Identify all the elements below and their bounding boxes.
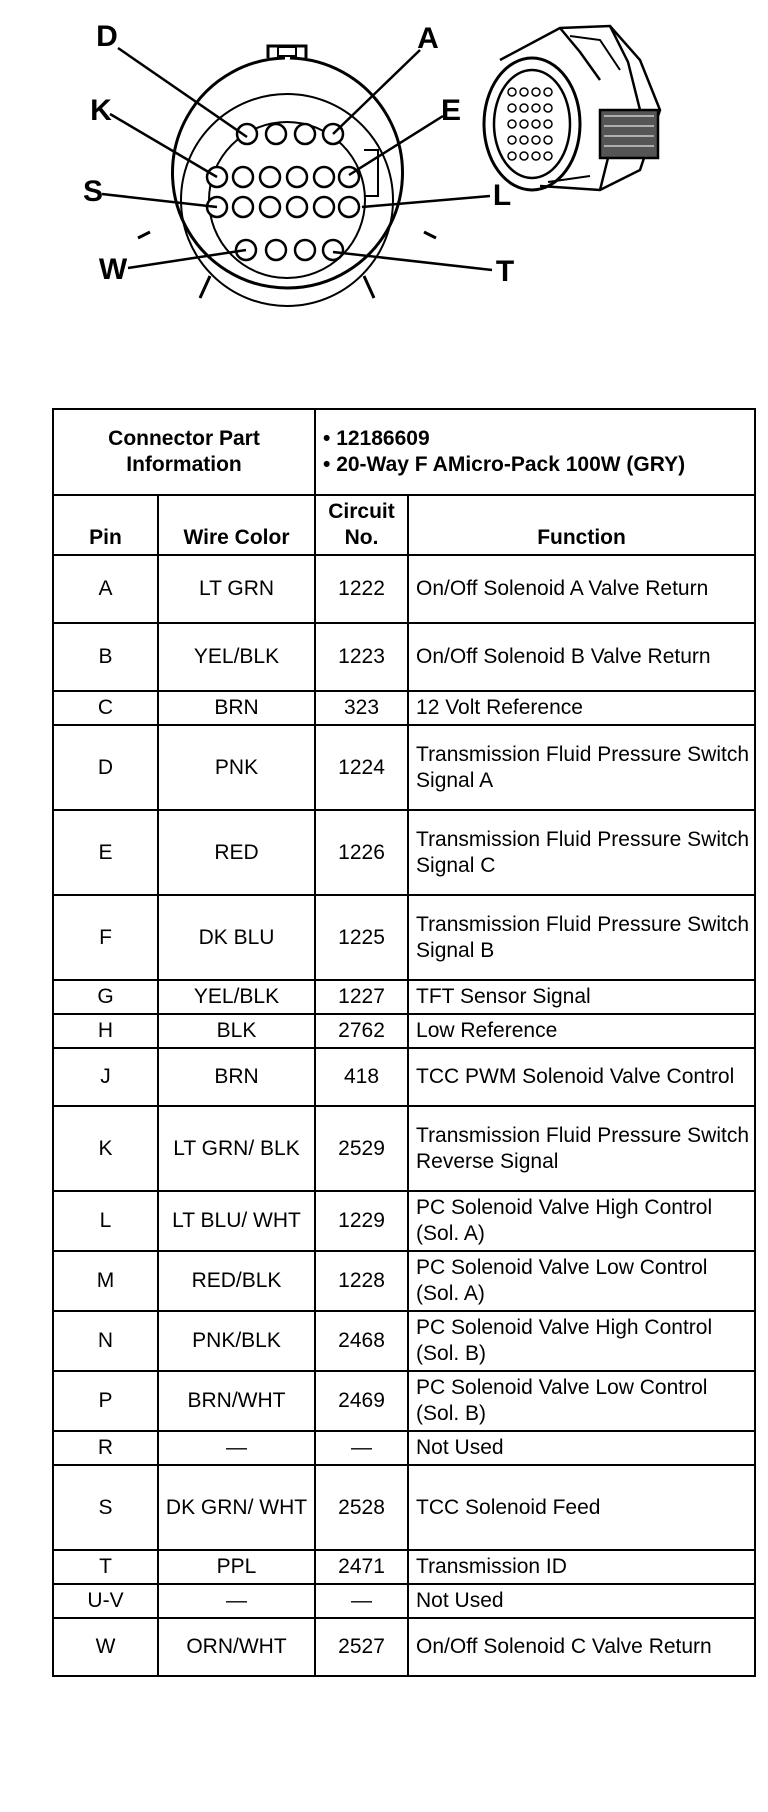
circuit-cell: 2468 — [315, 1311, 408, 1371]
pin-cell: G — [53, 980, 158, 1014]
pin-cell: U-V — [53, 1584, 158, 1618]
perspective-pin-cavity — [532, 152, 540, 160]
perspective-pin-cavity — [544, 104, 552, 112]
perspective-pin-cavity — [508, 104, 516, 112]
pin-cavity — [314, 167, 334, 187]
connector-description: • 20-Way F AMicro-Pack 100W (GRY) — [323, 452, 750, 478]
leader-a — [333, 50, 420, 134]
table-row — [53, 555, 755, 623]
circuit-cell: 2528 — [315, 1465, 408, 1550]
function-cell: TFT Sensor Signal — [408, 980, 755, 1014]
pin-cavity — [323, 240, 343, 260]
callout-s: S — [82, 175, 104, 208]
function-cell: TCC PWM Solenoid Valve Control — [408, 1048, 755, 1106]
wire-color-cell: PNK/BLK — [158, 1311, 315, 1371]
header-function: Function — [408, 495, 755, 555]
circuit-cell: 1229 — [315, 1191, 408, 1251]
connector-pinout-table — [52, 408, 756, 1677]
callout-w: W — [98, 253, 128, 286]
leader-w — [128, 250, 246, 268]
header-wire-color: Wire Color — [158, 495, 315, 555]
circuit-cell: 1228 — [315, 1251, 408, 1311]
function-cell: Transmission ID — [408, 1550, 755, 1584]
circuit-cell: — — [315, 1431, 408, 1465]
perspective-pin-cavity — [508, 152, 516, 160]
table-row — [53, 1371, 755, 1431]
table-row — [53, 1550, 755, 1584]
perspective-pin-cavity — [520, 152, 528, 160]
circuit-cell: 1226 — [315, 810, 408, 895]
table-row — [53, 1465, 755, 1550]
pin-cavity — [266, 240, 286, 260]
connector-diagram — [0, 0, 768, 400]
pin-cell: M — [53, 1251, 158, 1311]
pin-cell: P — [53, 1371, 158, 1431]
leader-t — [333, 252, 492, 270]
perspective-pin-cavity — [532, 88, 540, 96]
pin-cell: B — [53, 623, 158, 691]
pin-cell: C — [53, 691, 158, 725]
wire-color-cell: — — [158, 1584, 315, 1618]
pin-cavity — [339, 197, 359, 217]
connector-info-label: Connector Part Information — [53, 409, 315, 495]
function-cell: PC Solenoid Valve Low Control (Sol. B) — [408, 1371, 755, 1431]
wire-color-cell: BLK — [158, 1014, 315, 1048]
table-row — [53, 1584, 755, 1618]
wire-color-cell: LT GRN — [158, 555, 315, 623]
pin-cell: K — [53, 1106, 158, 1191]
pin-cavity — [233, 197, 253, 217]
callout-l: L — [492, 179, 512, 212]
pin-cavity — [260, 167, 280, 187]
function-cell: PC Solenoid Valve High Control (Sol. B) — [408, 1311, 755, 1371]
table-row — [53, 623, 755, 691]
leader-l — [362, 196, 490, 207]
table-row — [53, 1014, 755, 1048]
circuit-cell: — — [315, 1584, 408, 1618]
function-cell: TCC Solenoid Feed — [408, 1465, 755, 1550]
pin-cell: A — [53, 555, 158, 623]
wire-color-cell: ORN/WHT — [158, 1618, 315, 1676]
pin-cell: T — [53, 1550, 158, 1584]
pin-cell: F — [53, 895, 158, 980]
header-pin: Pin — [53, 495, 158, 555]
wire-color-cell: YEL/BLK — [158, 623, 315, 691]
pin-cell: D — [53, 725, 158, 810]
wire-color-cell: — — [158, 1431, 315, 1465]
perspective-pin-cavity — [544, 120, 552, 128]
pin-cavity — [295, 124, 315, 144]
table-row — [53, 1431, 755, 1465]
table-row — [53, 980, 755, 1014]
table-row — [53, 810, 755, 895]
function-cell: Transmission Fluid Pressure Switch Signal B — [408, 895, 755, 980]
circuit-cell: 1225 — [315, 895, 408, 980]
perspective-pin-cavity — [532, 136, 540, 144]
circuit-cell: 1224 — [315, 725, 408, 810]
perspective-pin-cavity — [544, 152, 552, 160]
perspective-pin-cavity — [508, 88, 516, 96]
table-row — [53, 1191, 755, 1251]
table-row — [53, 725, 755, 810]
pin-cavity — [314, 197, 334, 217]
callout-t: T — [495, 255, 515, 288]
function-cell: On/Off Solenoid A Valve Return — [408, 555, 755, 623]
table-row — [53, 1048, 755, 1106]
column-header-row — [53, 495, 755, 555]
pin-cavity — [287, 197, 307, 217]
callout-k: K — [90, 94, 112, 127]
pin-cavity — [287, 167, 307, 187]
pin-cavity — [266, 124, 286, 144]
pin-cell: E — [53, 810, 158, 895]
function-cell: Transmission Fluid Pressure Switch Reverse Signal — [408, 1106, 755, 1191]
table-row — [53, 691, 755, 725]
circuit-cell: 323 — [315, 691, 408, 725]
pin-cavity — [260, 197, 280, 217]
pin-cell: S — [53, 1465, 158, 1550]
callout-a: A — [417, 22, 439, 55]
perspective-pin-cavity — [508, 120, 516, 128]
table-row — [53, 1311, 755, 1371]
function-cell: Transmission Fluid Pressure Switch Signal C — [408, 810, 755, 895]
perspective-pin-cavity — [532, 104, 540, 112]
perspective-pin-cavity — [520, 104, 528, 112]
wire-color-cell: DK BLU — [158, 895, 315, 980]
perspective-pin-cavity — [520, 136, 528, 144]
wire-color-cell: BRN — [158, 1048, 315, 1106]
pin-cavity — [295, 240, 315, 260]
table-row — [53, 1251, 755, 1311]
pin-cavity — [237, 124, 257, 144]
pin-cell: R — [53, 1431, 158, 1465]
circuit-cell: 2762 — [315, 1014, 408, 1048]
table-row — [53, 895, 755, 980]
perspective-pin-cavity — [520, 88, 528, 96]
perspective-pin-cavity — [508, 136, 516, 144]
pin-cell: W — [53, 1618, 158, 1676]
function-cell: PC Solenoid Valve Low Control (Sol. A) — [408, 1251, 755, 1311]
perspective-pins — [508, 88, 552, 160]
pin-cavities — [207, 124, 359, 260]
header-circuit-no: Circuit No. — [315, 495, 408, 555]
pin-cell: H — [53, 1014, 158, 1048]
circuit-cell: 1222 — [315, 555, 408, 623]
pin-cell: J — [53, 1048, 158, 1106]
function-cell: On/Off Solenoid C Valve Return — [408, 1618, 755, 1676]
pin-cell: N — [53, 1311, 158, 1371]
wire-color-cell: PNK — [158, 725, 315, 810]
function-cell: Not Used — [408, 1431, 755, 1465]
leader-k — [110, 114, 217, 177]
wire-color-cell: LT GRN/ BLK — [158, 1106, 315, 1191]
circuit-cell: 2527 — [315, 1618, 408, 1676]
circuit-cell: 2529 — [315, 1106, 408, 1191]
circuit-cell: 1227 — [315, 980, 408, 1014]
wire-color-cell: BRN/WHT — [158, 1371, 315, 1431]
pin-cell: L — [53, 1191, 158, 1251]
table-row — [53, 1106, 755, 1191]
circuit-cell: 418 — [315, 1048, 408, 1106]
wire-color-cell: LT BLU/ WHT — [158, 1191, 315, 1251]
circuit-cell: 2471 — [315, 1550, 408, 1584]
perspective-pin-cavity — [544, 136, 552, 144]
function-cell: Transmission Fluid Pressure Switch Signal A — [408, 725, 755, 810]
leader-s — [102, 194, 217, 207]
function-cell: Not Used — [408, 1584, 755, 1618]
perspective-pin-cavity — [520, 120, 528, 128]
function-cell: On/Off Solenoid B Valve Return — [408, 623, 755, 691]
function-cell: Low Reference — [408, 1014, 755, 1048]
wire-color-cell: YEL/BLK — [158, 980, 315, 1014]
table-row — [53, 1618, 755, 1676]
wire-color-cell: PPL — [158, 1550, 315, 1584]
wire-color-cell: DK GRN/ WHT — [158, 1465, 315, 1550]
pin-cavity — [233, 167, 253, 187]
function-cell: 12 Volt Reference — [408, 691, 755, 725]
perspective-pin-cavity — [532, 120, 540, 128]
circuit-cell: 1223 — [315, 623, 408, 691]
callout-e: E — [440, 94, 462, 127]
wire-color-cell: BRN — [158, 691, 315, 725]
perspective-pin-cavity — [544, 88, 552, 96]
wire-color-cell: RED/BLK — [158, 1251, 315, 1311]
wire-color-cell: RED — [158, 810, 315, 895]
callout-d: D — [96, 20, 118, 53]
connector-info-details — [315, 409, 755, 495]
circuit-cell: 2469 — [315, 1371, 408, 1431]
function-cell: PC Solenoid Valve High Control (Sol. A) — [408, 1191, 755, 1251]
connector-info-row — [53, 409, 755, 495]
part-number: • 12186609 — [323, 426, 750, 452]
